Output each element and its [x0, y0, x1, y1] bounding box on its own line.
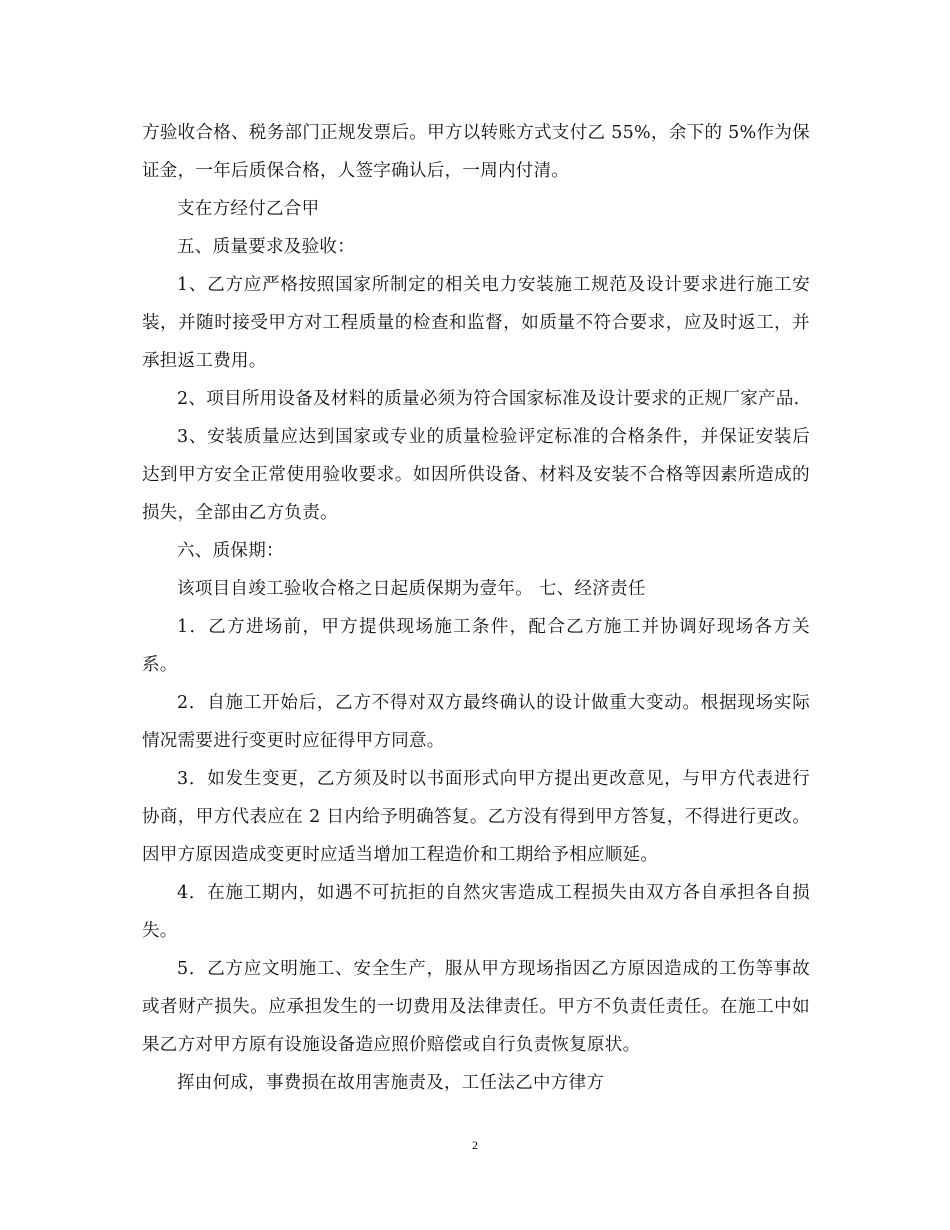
page-number: 2	[472, 1138, 478, 1152]
paragraph-liability-3: 3．如发生变更，乙方须及时以书面形式向甲方提出更改意见，与甲方代表进行协商，甲方代表应在 2 日内给予明确答复。乙方没有得到甲方答复，不得进行更改。因甲方原因造成变更时应适当增加工程造价和工期给予相应顺延。	[142, 769, 810, 865]
paragraph-quality-3: 3、安装质量应达到国家或专业的质量检验评定标准的合格条件，并保证安装后达到甲方安全正常使用验收要求。如因所供设备、材料及安装不合格等因素所造成的损失，全部由乙方负责。	[142, 427, 810, 523]
paragraph-fragment-end: 挥由何成，事费损在故用害施责及，工任法乙中方律方	[177, 1073, 605, 1093]
paragraph-warranty: 该项目自竣工验收合格之日起质保期为壹年。 七、经济责任	[177, 579, 646, 599]
paragraph-fragment: 支在方经付乙合甲	[177, 199, 320, 219]
paragraph-liability-5: 5．乙方应文明施工、安全生产，服从甲方现场指因乙方原因造成的工伤等事故或者财产损失。应承担发生的一切费用及法律责任。甲方不负责任责任。在施工中如果乙方对甲方原有设施设备造应照价赔偿或自行负责恢复原状。	[142, 959, 810, 1055]
paragraph-liability-2: 2．自施工开始后，乙方不得对双方最终确认的设计做重大变动。根据现场实际情况需要进行变更时应征得甲方同意。	[142, 693, 810, 751]
paragraph-quality-1: 1、乙方应严格按照国家所制定的相关电力安装施工规范及设计要求进行施工安装，并随时接受甲方对工程质量的检查和监督，如质量不符合要求，应及时返工，并承担返工费用。	[142, 275, 810, 371]
paragraph-liability-1: 1．乙方进场前，甲方提供现场施工条件，配合乙方施工并协调好现场各方关系。	[142, 617, 810, 675]
paragraph-quality-2: 2、项目所用设备及材料的质量必须为符合国家标准及设计要求的正规厂家产品.	[177, 389, 800, 409]
section-heading-warranty: 六、质保期：	[177, 541, 284, 561]
section-heading-quality: 五、质量要求及验收：	[177, 237, 355, 257]
paragraph-liability-4: 4．在施工期内，如遇不可抗拒的自然灾害造成工程损失由双方各自承担各自损失。	[142, 883, 810, 941]
paragraph-payment-terms: 方验收合格、税务部门正规发票后。甲方以转账方式支付乙 55%，余下的 5%作为保证金，一年后质保合格，人签字确认后，一周内付清。	[142, 123, 810, 181]
document-body	[142, 114, 810, 1102]
